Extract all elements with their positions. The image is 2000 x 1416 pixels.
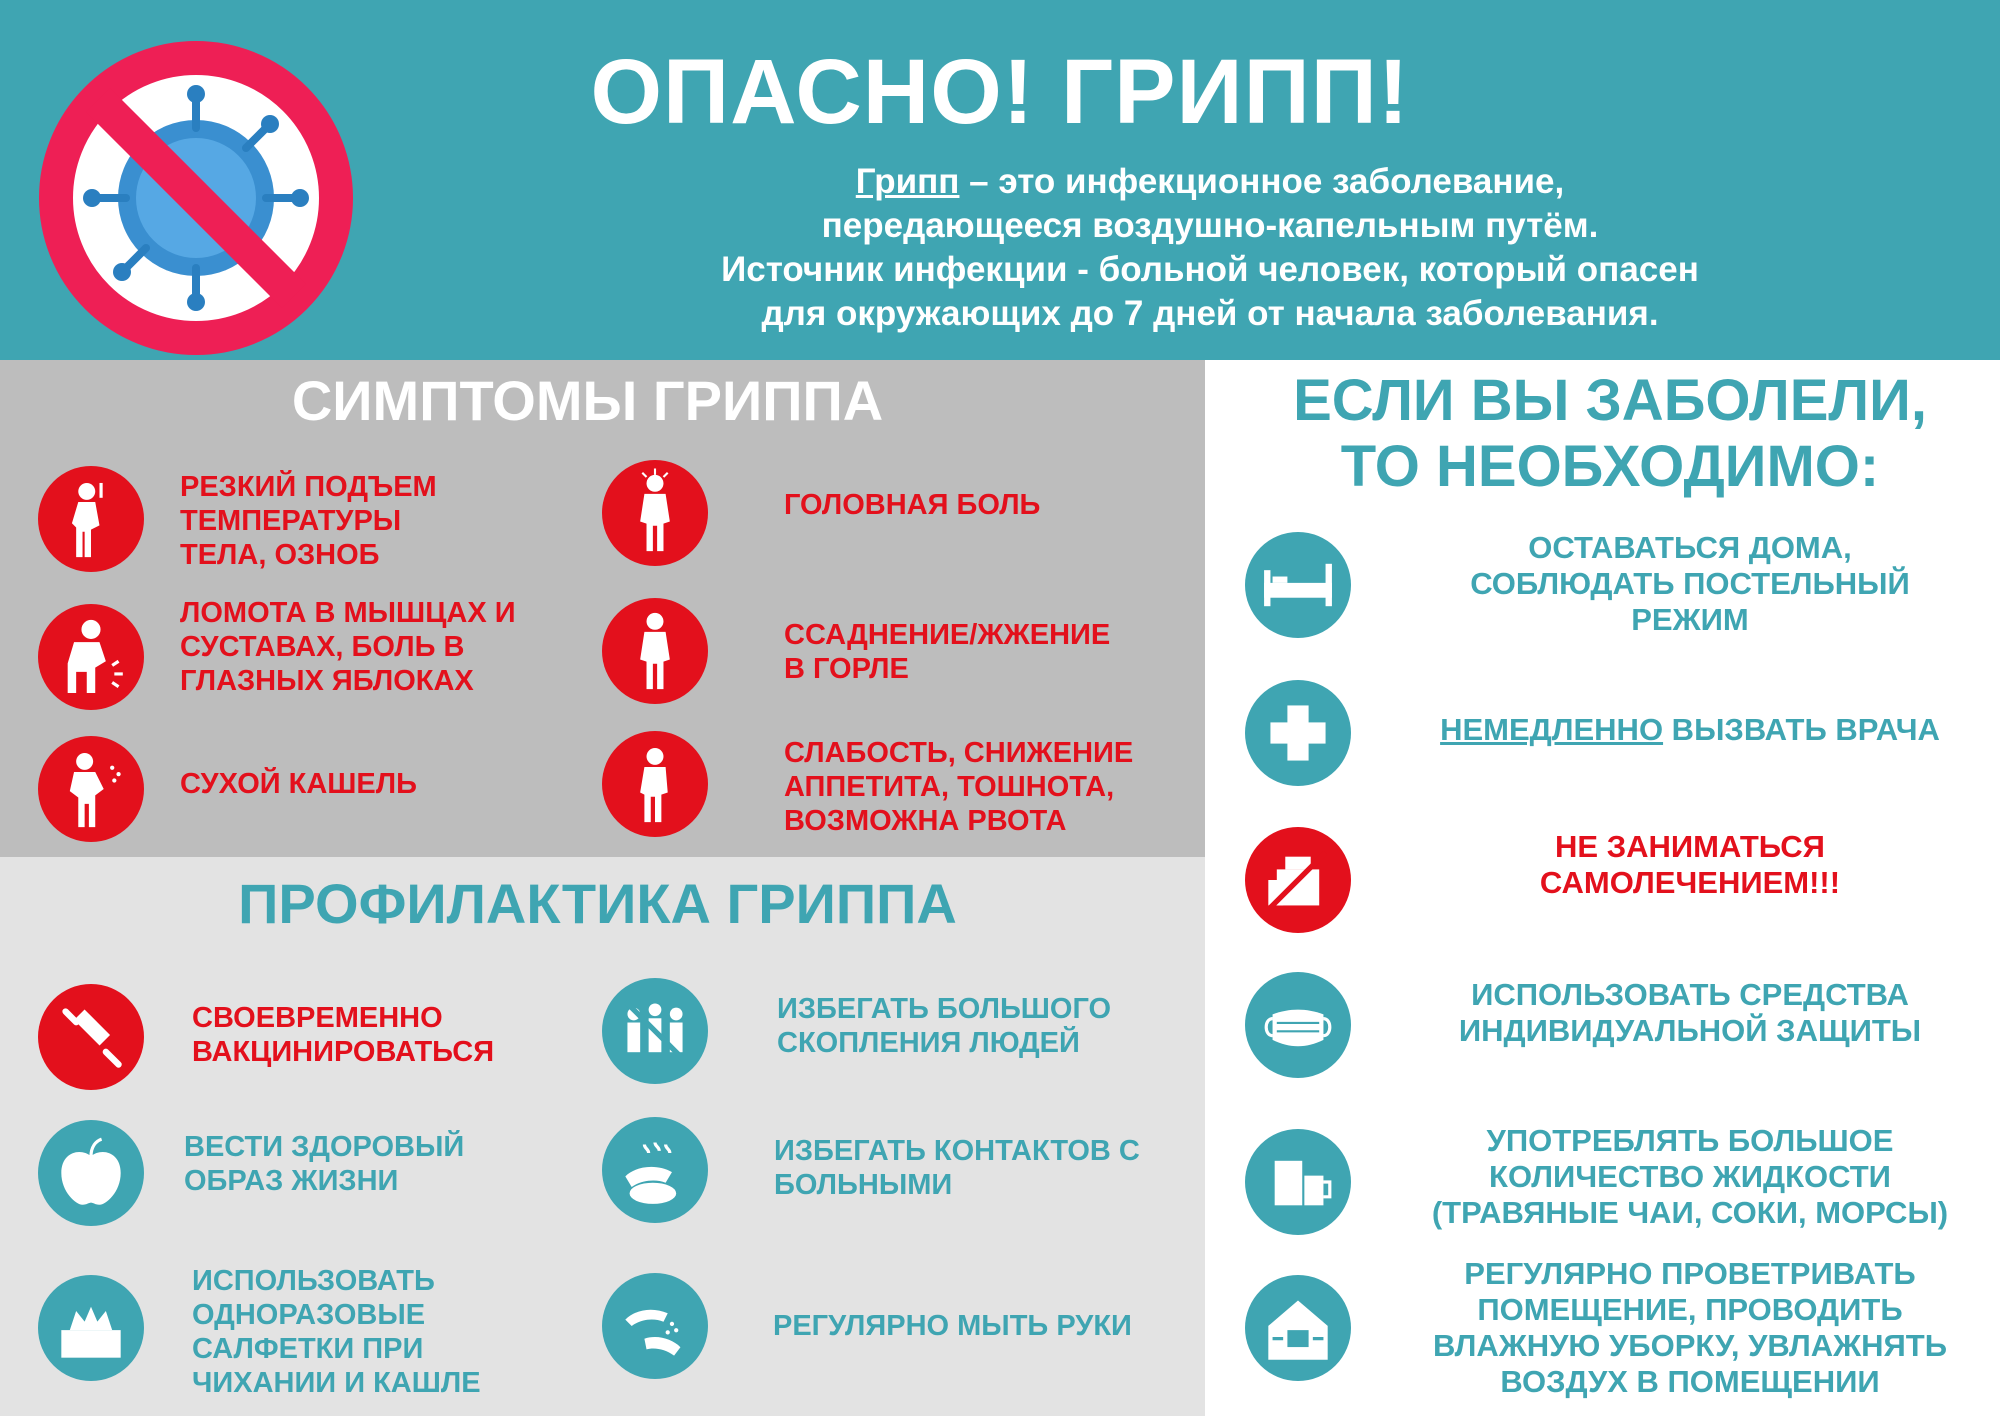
page-title: ОПАСНО! ГРИПП! [590,41,1410,143]
symptom-fever-text: РЕЗКИЙ ПОДЪЕМ ТЕМПЕРАТУРЫ ТЕЛА, ОЗНОБ [180,471,437,571]
prevention-vaccine-text: СВОЕВРЕМЕННО ВАКЦИНИРОВАТЬСЯ [192,1002,495,1068]
symptom-cough-text: СУХОЙ КАШЕЛЬ [180,768,417,800]
symptom-muscle-pain-text: ЛОМОТА В МЫШЦАХ И СУСТАВАХ, БОЛЬ В ГЛАЗНЫХ ЯБЛОКАХ [180,597,516,697]
symptom-headache-text: ГОЛОВНАЯ БОЛЬ [784,489,1041,521]
drinks-icon [1245,1129,1351,1235]
liquids-text: УПОТРЕБЛЯТЬ БОЛЬШОЕ КОЛИЧЕСТВО ЖИДКОСТИ (ТРАВЯНЫЕ ЧАИ, СОКИ, МОРСЫ) [1431,1123,1949,1230]
no-self-treatment-icon [1245,827,1351,933]
header-banner [0,0,2000,360]
prevention-crowd-text: ИЗБЕГАТЬ БОЛЬШОГО СКОПЛЕНИЯ ЛЮДЕЙ [777,993,1112,1059]
intro-line-4: для окружающих до 7 дней от начала заболевания. [761,294,1659,333]
avoid-sick-contact-icon [602,1117,708,1223]
headache-icon [602,460,708,566]
prevention-title: ПРОФИЛАКТИКА ГРИППА [238,872,957,935]
intro-line-1: – это инфекционное заболевание, [959,162,1565,201]
intro-text [520,160,1900,336]
medical-cross-icon [1245,680,1351,786]
intro-underlined-word: Грипп [855,162,960,201]
bed-icon [1245,532,1351,638]
no-self-treatment-text: НЕ ЗАНИМАТЬСЯ САМОЛЕЧЕНИЕМ!!! [1539,829,1841,900]
sore-throat-icon [602,598,708,704]
no-virus-sign-icon [36,38,356,358]
muscle-pain-icon [38,604,144,710]
call-doctor-text: НЕМЕДЛЕННО ВЫЗВАТЬ ВРАЧА [1440,712,1940,747]
if-sick-title: ЕСЛИ ВЫ ЗАБОЛЕЛИ, ТО НЕОБХОДИМО: [1293,368,1927,499]
vaccine-syringe-icon [38,984,144,1090]
intro-line-3: Источник инфекции - больной человек, который опасен [721,250,1699,289]
prevention-tissues-text: ИСПОЛЬЗОВАТЬ ОДНОРАЗОВЫЕ САЛФЕТКИ ПРИ ЧИХАНИИ И КАШЛЕ [192,1265,481,1399]
protection-text: ИСПОЛЬЗОВАТЬ СРЕДСТВА ИНДИВИДУАЛЬНОЙ ЗАЩИТЫ [1458,977,1922,1048]
face-mask-icon [1245,972,1351,1078]
intro-line-2: передающееся воздушно-капельным путём. [821,206,1599,245]
fever-icon [38,466,144,572]
prevention-contact-text: ИЗБЕГАТЬ КОНТАКТОВ С БОЛЬНЫМИ [774,1135,1140,1201]
stay-home-text: ОСТАВАТЬСЯ ДОМА, СОБЛЮДАТЬ ПОСТЕЛЬНЫЙ РЕЖИМ [1470,530,1910,637]
wash-hands-icon [602,1273,708,1379]
symptom-weakness-text: СЛАБОСТЬ, СНИЖЕНИЕ АППЕТИТА, ТОШНОТА, ВОЗМОЖНА РВОТА [784,737,1134,837]
weakness-icon [602,731,708,837]
ventilated-house-icon [1245,1275,1351,1381]
prevention-healthy-text: ВЕСТИ ЗДОРОВЫЙ ОБРАЗ ЖИЗНИ [184,1131,465,1197]
call-doctor-urgent-word: НЕМЕДЛЕННО [1440,712,1664,747]
tissues-icon [38,1275,144,1381]
apple-icon [38,1120,144,1226]
crowd-icon [602,978,708,1084]
symptoms-title: СИМПТОМЫ ГРИППА [291,369,884,432]
prevention-wash-hands-text: РЕГУЛЯРНО МЫТЬ РУКИ [773,1310,1132,1342]
cough-icon [38,736,144,842]
symptom-sore-throat-text: ССАДНЕНИЕ/ЖЖЕНИЕ В ГОРЛЕ [784,619,1111,685]
ventilate-text: РЕГУЛЯРНО ПРОВЕТРИВАТЬ ПОМЕЩЕНИЕ, ПРОВОДИТЬ ВЛАЖНУЮ УБОРКУ, УВЛАЖНЯТЬ ВОЗДУХ В ПОМЕЩЕНИИ [1432,1256,1948,1399]
